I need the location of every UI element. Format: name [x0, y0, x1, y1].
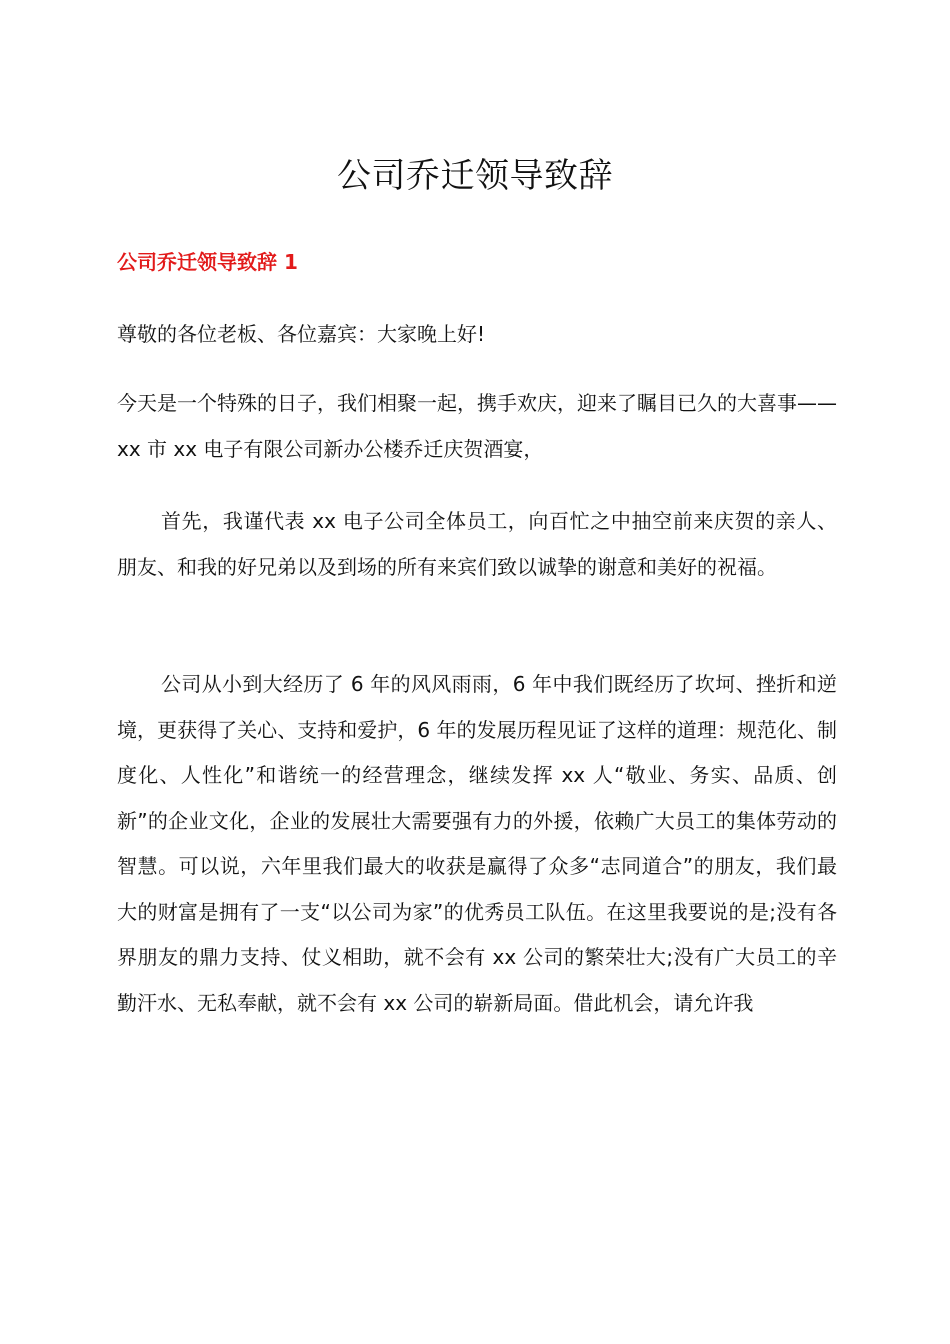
- body-paragraph-2: 首先，我谨代表 xx 电子公司全体员工，向百忙之中抽空前来庆贺的亲人、朋友、和我的好兄弟以及到场的所有来宾们致以诚挚的谢意和美好的祝福。: [117, 509, 837, 579]
- greeting-paragraph: 尊敬的各位老板、各位嘉宾：大家晚上好!: [117, 322, 486, 346]
- body-paragraph-3: 公司从小到大经历了 6 年的风风雨雨，6 年中我们既经历了坎坷、挫折和逆境，更获得了关心、支持和爱护，6 年的发展历程见证了这样的道理：规范化、制度化、人性化”和谐统一的经营理念，继续发挥 xx 人“敬业、务实、品质、创新”的企业文化，企业的发展壮大需要强有力的外援，依赖广大员工的集体劳动的智慧。可以说，六年里我们最大的收获是赢得了众多“志同道合”的朋友，我们最大的财富是拥有了一支“以公司为家”的优秀员工队伍。在这里我要说的是;没有各界朋友的鼎力支持、仗义相助，就不会有 xx 公司的繁荣壮大;没有广大员工的辛勤汗水、无私奉献，就不会有 xx 公司的崭新局面。借此机会，请允许我: [117, 672, 837, 1015]
- document-title: 公司乔迁领导致辞: [337, 156, 613, 196]
- section-heading: 公司乔迁领导致辞 1: [117, 250, 298, 274]
- body-paragraph-1: 今天是一个特殊的日子，我们相聚一起，携手欢庆，迎来了瞩目已久的大喜事——xx 市 xx 电子有限公司新办公楼乔迁庆贺酒宴，: [117, 391, 837, 461]
